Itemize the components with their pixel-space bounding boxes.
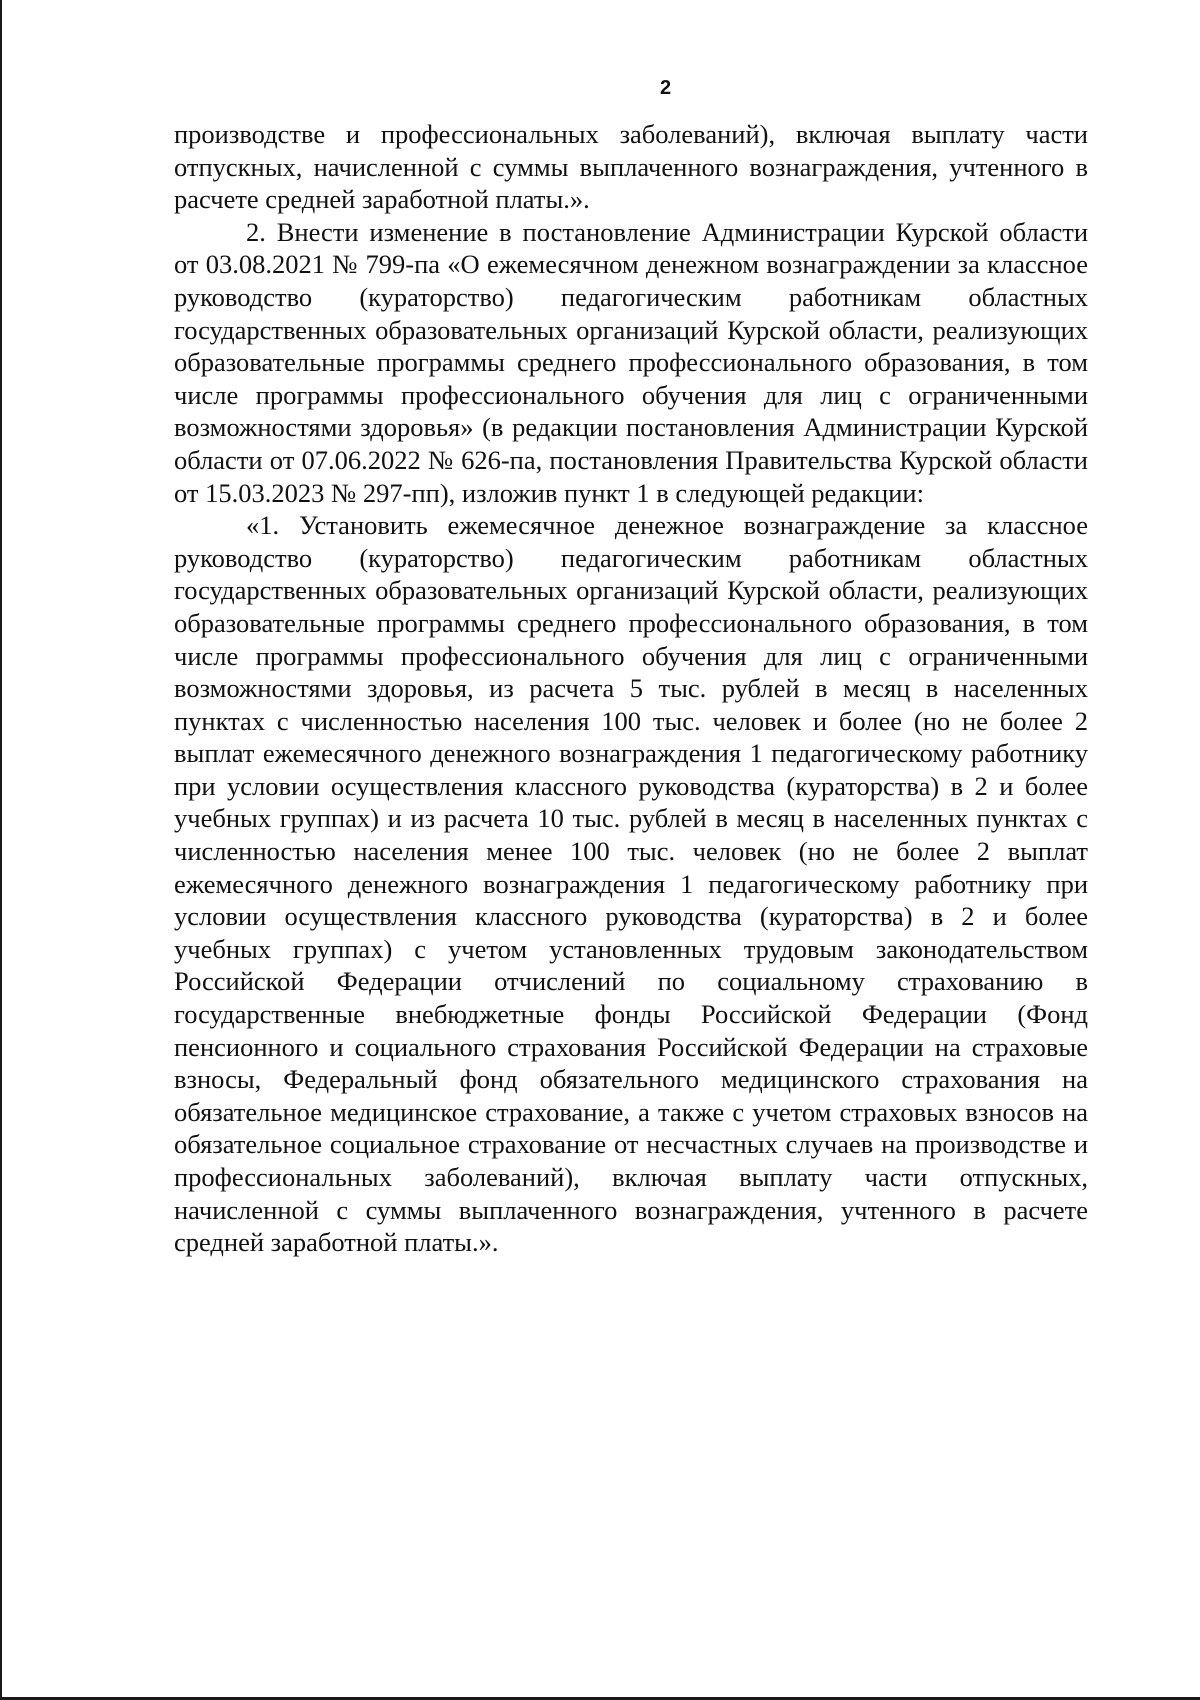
text-line: 07.06.2022 № 626-па, постановления Правительства Курской области от: [174, 444, 1088, 508]
text-line: производстве и профессиональных заболеваний), включая выплату части: [174, 1129, 1089, 1192]
text-line: учтенного в расчете средней заработной платы.».: [174, 1194, 1089, 1258]
text-line: социального страхования Российской Федерации на страховые взносы,: [174, 1031, 1088, 1095]
document-body: [174, 118, 1088, 1259]
text-line: работникам областных государственных образовательных организаций: [174, 281, 1089, 345]
text-line: внебюджетные фонды Российской Федерации (Фонд пенсионного и: [174, 999, 1088, 1062]
text-line: месяц в населенных пунктах с численностью населения 100 тыс. человек и: [174, 673, 1088, 736]
text-line: области от 03.08.2021 № 799-па «О ежемесячном денежном: [174, 216, 1089, 280]
text-line: профессионального образования, в том числе программы: [174, 347, 1089, 410]
text-line: руководства (кураторства) в 2 и более учебных группах) и из расчета: [174, 770, 1088, 834]
text-line: 10 тыс. рублей в месяц в населенных пунктах с численностью населения: [174, 803, 1089, 867]
text-line: реализующих образовательные программы среднего профессионального: [174, 575, 1089, 638]
paragraph-continuation: [174, 118, 1088, 216]
text-line: с ограниченными возможностями здоровья, из расчета 5 тыс. рублей в: [174, 640, 1089, 704]
paragraph-new-wording: [174, 509, 1088, 1259]
text-line: образования, в том числе программы профессионального обучения для лиц: [174, 607, 1088, 671]
text-line: классного руководства (кураторства) в 2 и более учебных группах) с: [174, 901, 1088, 964]
text-line: вознаграждения 1 педагогическому работнику при условии осуществления: [174, 868, 1089, 932]
text-line: 1 педагогическому работнику при условии осуществления классного: [174, 738, 1088, 801]
text-line: более (но не более 2 выплат ежемесячного денежного вознаграждения: [174, 705, 1088, 769]
text-line: «1. Установить ежемесячное денежное вознаграждение за классное: [246, 510, 1088, 541]
text-line: учетом установленных трудовым законодательством Российской: [174, 933, 1088, 997]
text-line: руководство (кураторство) педагогическим работникам областных: [174, 542, 1088, 573]
scan-edge-left: [0, 0, 2, 1700]
text-line: производстве и профессиональных заболеваний), включая выплату части: [174, 119, 1088, 149]
text-line: Курской области, реализующих образовательные программы среднего: [174, 314, 1088, 378]
text-line: отпускных, начисленной с суммы выплаченного вознаграждения,: [174, 1162, 1089, 1225]
text-line: менее 100 тыс. человек (но не более 2 выплат ежемесячного денежного: [174, 836, 1088, 899]
text-line: учтенного в расчете средней заработной платы.».: [174, 151, 1088, 215]
text-line: обязательное медицинское страхование, а также с учетом страховых: [174, 1096, 958, 1127]
text-line: 15.03.2023 № 297-пп), изложив пункт 1 в следующей редакции:: [205, 477, 924, 508]
text-line: отпускных, начисленной с суммы выплаченного вознаграждения,: [174, 151, 939, 182]
text-line: 2. Внести изменение в постановление Администрации Курской: [246, 216, 989, 247]
text-line: вознаграждении за классное руководство (кураторство) педагогическим: [174, 249, 1089, 312]
paragraph-item-2: [174, 216, 1088, 509]
page-number: 2: [659, 77, 672, 99]
text-line: взносов на обязательное социальное страхование от несчастных случаев на: [174, 1096, 1089, 1160]
text-line: профессионального обучения для лиц с ограниченными возможностями: [174, 379, 1089, 443]
text-line: Федеральный фонд обязательного медицинского страхования на: [283, 1064, 1088, 1095]
text-line: Федерации отчислений по социальному страхованию в государственные: [174, 966, 1088, 1030]
text-line: государственных образовательных организаций Курской области,: [174, 575, 924, 606]
text-line: здоровья» (в редакции постановления Администрации Курской области от: [174, 412, 1089, 475]
